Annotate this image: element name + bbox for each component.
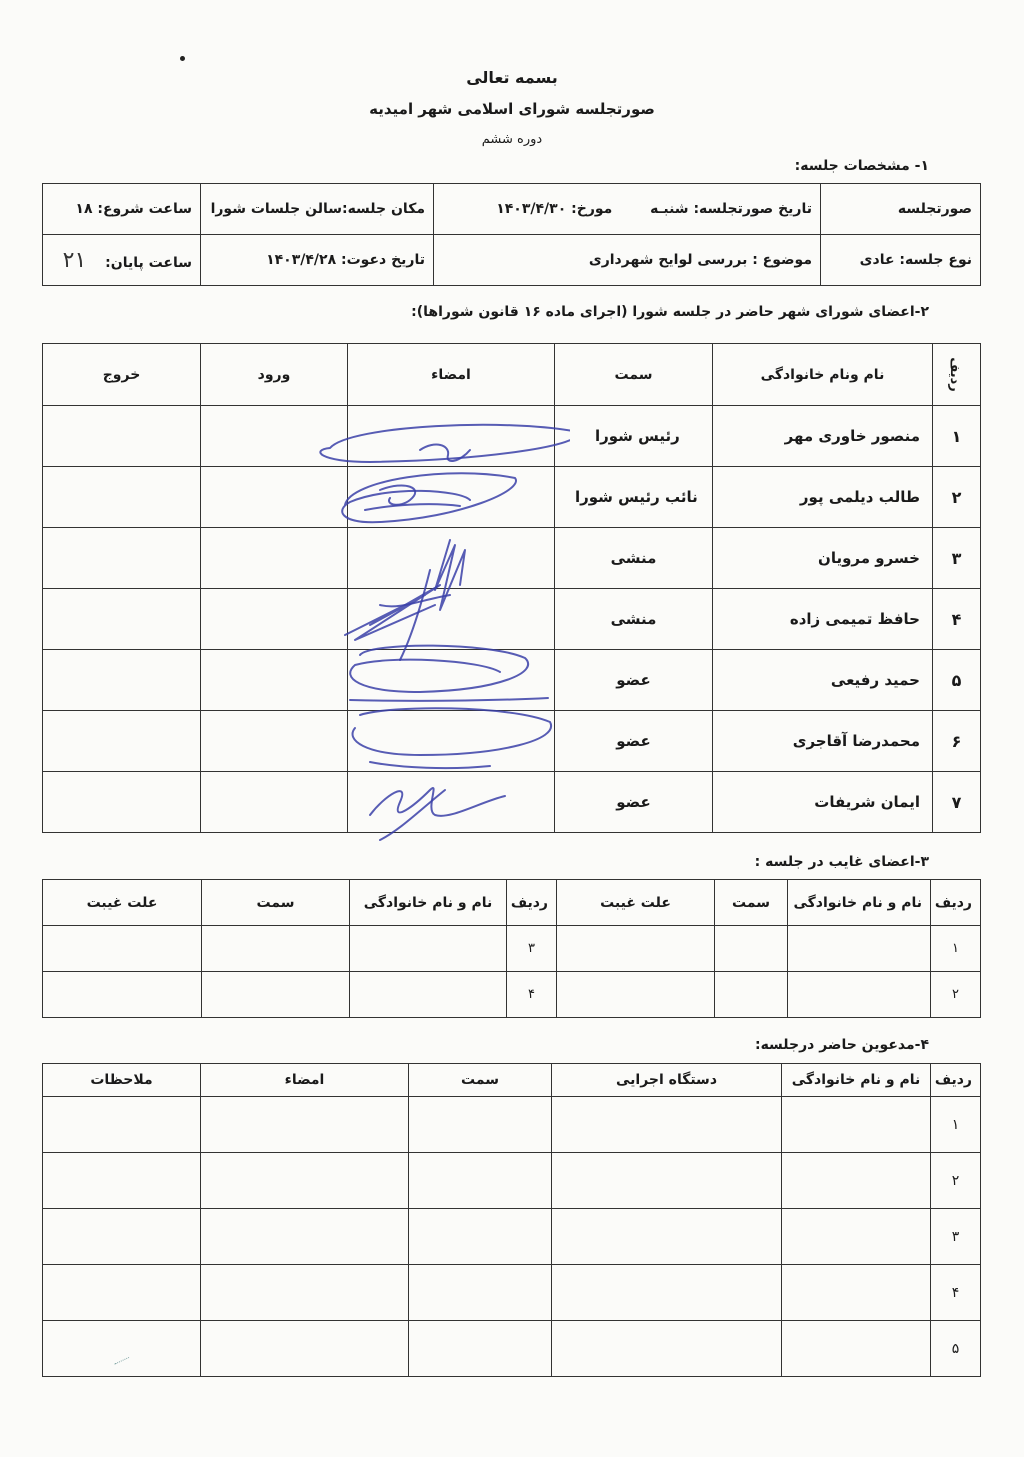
- date-label: مورخ:: [571, 201, 613, 217]
- row-number: ۶: [933, 711, 981, 772]
- table-row: [43, 1265, 981, 1321]
- col-row-number-2: ردیف: [507, 880, 557, 926]
- basmala-title: بسمه تعالی: [466, 68, 558, 87]
- member-name: خسرو مرویان: [713, 528, 933, 589]
- entry-cell: [201, 589, 348, 650]
- col-remarks: ملاحظات: [43, 1064, 201, 1097]
- signature-cell: [348, 711, 555, 772]
- member-name: حافظ تمیمی زاده: [713, 589, 933, 650]
- col-absence-reason: علت غیبت: [557, 880, 715, 926]
- col-absence-reason-2: علت غیبت: [43, 880, 202, 926]
- col-signature: امضاء: [201, 1064, 409, 1097]
- section2-title: ۲-اعضای شورای شهر حاضر در جلسه شورا (اجرای ماده ۱۶ قانون شوراها):: [411, 304, 929, 320]
- col-agency: دستگاه اجرایی: [552, 1064, 782, 1097]
- table-row: [43, 406, 981, 467]
- signature-cell: [348, 772, 555, 833]
- table-row: [43, 926, 981, 972]
- table-row: [43, 1209, 981, 1265]
- present-members-table: [42, 343, 981, 833]
- section4-title: ۴-مدعوین حاضر درجلسه:: [754, 1037, 929, 1053]
- row-number: ۱: [931, 1097, 981, 1153]
- member-role: عضو: [555, 650, 713, 711]
- member-name: ایمان شریفات: [713, 772, 933, 833]
- table-row: [43, 235, 981, 286]
- row-number: ۵: [931, 1321, 981, 1377]
- member-name: محمدرضا آقاجری: [713, 711, 933, 772]
- row-number: ۲: [931, 1153, 981, 1209]
- table-row: [43, 184, 981, 235]
- entry-cell: [201, 772, 348, 833]
- entry-cell: [201, 711, 348, 772]
- row-number: ۳: [933, 528, 981, 589]
- member-name: حمید رفیعی: [713, 650, 933, 711]
- session-details-table: [42, 183, 981, 286]
- member-role: منشی: [555, 528, 713, 589]
- signature-cell: [348, 650, 555, 711]
- col-row-number: ردیف: [931, 1064, 981, 1097]
- row-number: ۲: [931, 972, 981, 1018]
- row-number: ۵: [933, 650, 981, 711]
- minutes-day: شنبـه: [650, 201, 689, 217]
- member-role: عضو: [555, 772, 713, 833]
- invitees-table: [42, 1063, 981, 1377]
- signature-cell: [348, 528, 555, 589]
- location-cell: مکان جلسه:سالن جلسات شورا: [201, 184, 434, 235]
- ink-dot: [180, 56, 185, 61]
- minutes-cell: صورتجلسه: [821, 184, 981, 235]
- row-number-2: ۴: [507, 972, 557, 1018]
- entry-cell: [201, 406, 348, 467]
- col-name: نام و نام خانوادگی: [788, 880, 931, 926]
- col-name-2: نام و نام خانوادگی: [350, 880, 507, 926]
- member-role: رئیس شورا: [555, 406, 713, 467]
- col-signature: امضاء: [348, 344, 555, 406]
- term-label: دوره ششم: [481, 132, 543, 147]
- section3-title: ۳-اعضای غایب در جلسه :: [754, 854, 929, 870]
- table-header-row: [43, 1064, 981, 1097]
- signature-cell: [348, 467, 555, 528]
- row-number: ۲: [933, 467, 981, 528]
- table-header-row: [43, 880, 981, 926]
- col-name: نام ونام خانوادگی: [713, 344, 933, 406]
- row-number: ۷: [933, 772, 981, 833]
- col-position: سمت: [409, 1064, 552, 1097]
- exit-cell: [43, 528, 201, 589]
- table-row: [43, 528, 981, 589]
- col-position: سمت: [555, 344, 713, 406]
- minutes-date-label: تاریخ صورتجلسه:: [693, 201, 812, 217]
- table-row: [43, 711, 981, 772]
- table-header-row: [43, 344, 981, 406]
- end-time-cell: [43, 235, 201, 286]
- section1-title: ۱- مشخصات جلسه:: [794, 158, 929, 174]
- col-row-number: ردیف: [933, 344, 981, 406]
- session-type-cell: نوع جلسه: عادی: [821, 235, 981, 286]
- row-number: ۱: [933, 406, 981, 467]
- minutes-date: ۱۴۰۳/۴/۳۰: [496, 201, 567, 217]
- row-number-2: ۳: [507, 926, 557, 972]
- table-row: [43, 1097, 981, 1153]
- member-name: طالب دیلمی پور: [713, 467, 933, 528]
- exit-cell: [43, 711, 201, 772]
- exit-cell: [43, 772, 201, 833]
- table-row: [43, 650, 981, 711]
- member-role: منشی: [555, 589, 713, 650]
- col-entry: ورود: [201, 344, 348, 406]
- entry-cell: [201, 528, 348, 589]
- subject-cell: موضوع : بررسی لوایح شهرداری: [434, 235, 821, 286]
- col-exit: خروج: [43, 344, 201, 406]
- member-role: نائب رئیس شورا: [555, 467, 713, 528]
- table-row: [43, 467, 981, 528]
- col-row-number: ردیف: [931, 880, 981, 926]
- invite-date-cell: تاریخ دعوت: ۱۴۰۳/۴/۲۸: [201, 235, 434, 286]
- col-position-2: سمت: [202, 880, 350, 926]
- signature-cell: [348, 589, 555, 650]
- document-title: صورتجلسه شورای اسلامی شهر امیدیه: [369, 100, 655, 118]
- row-number: ۴: [933, 589, 981, 650]
- absent-members-table: [42, 879, 981, 1018]
- entry-cell: [201, 650, 348, 711]
- table-row: [43, 1321, 981, 1377]
- exit-cell: [43, 589, 201, 650]
- table-row: [43, 772, 981, 833]
- col-position: سمت: [715, 880, 788, 926]
- table-row: [43, 1153, 981, 1209]
- minutes-date-cell: [434, 184, 821, 235]
- table-row: [43, 589, 981, 650]
- row-number: ۳: [931, 1209, 981, 1265]
- member-name: منصور خاوری مهر: [713, 406, 933, 467]
- start-time-cell: ساعت شروع: ۱۸: [43, 184, 201, 235]
- member-role: عضو: [555, 711, 713, 772]
- end-time-handwritten: ۲۱: [62, 247, 87, 273]
- col-name: نام و نام خانوادگی: [782, 1064, 931, 1097]
- exit-cell: [43, 406, 201, 467]
- table-row: [43, 972, 981, 1018]
- end-time-label: ساعت پایان:: [105, 254, 192, 271]
- entry-cell: [201, 467, 348, 528]
- row-number: ۱: [931, 926, 981, 972]
- exit-cell: [43, 650, 201, 711]
- signature-cell: [348, 406, 555, 467]
- exit-cell: [43, 467, 201, 528]
- row-number: ۴: [931, 1265, 981, 1321]
